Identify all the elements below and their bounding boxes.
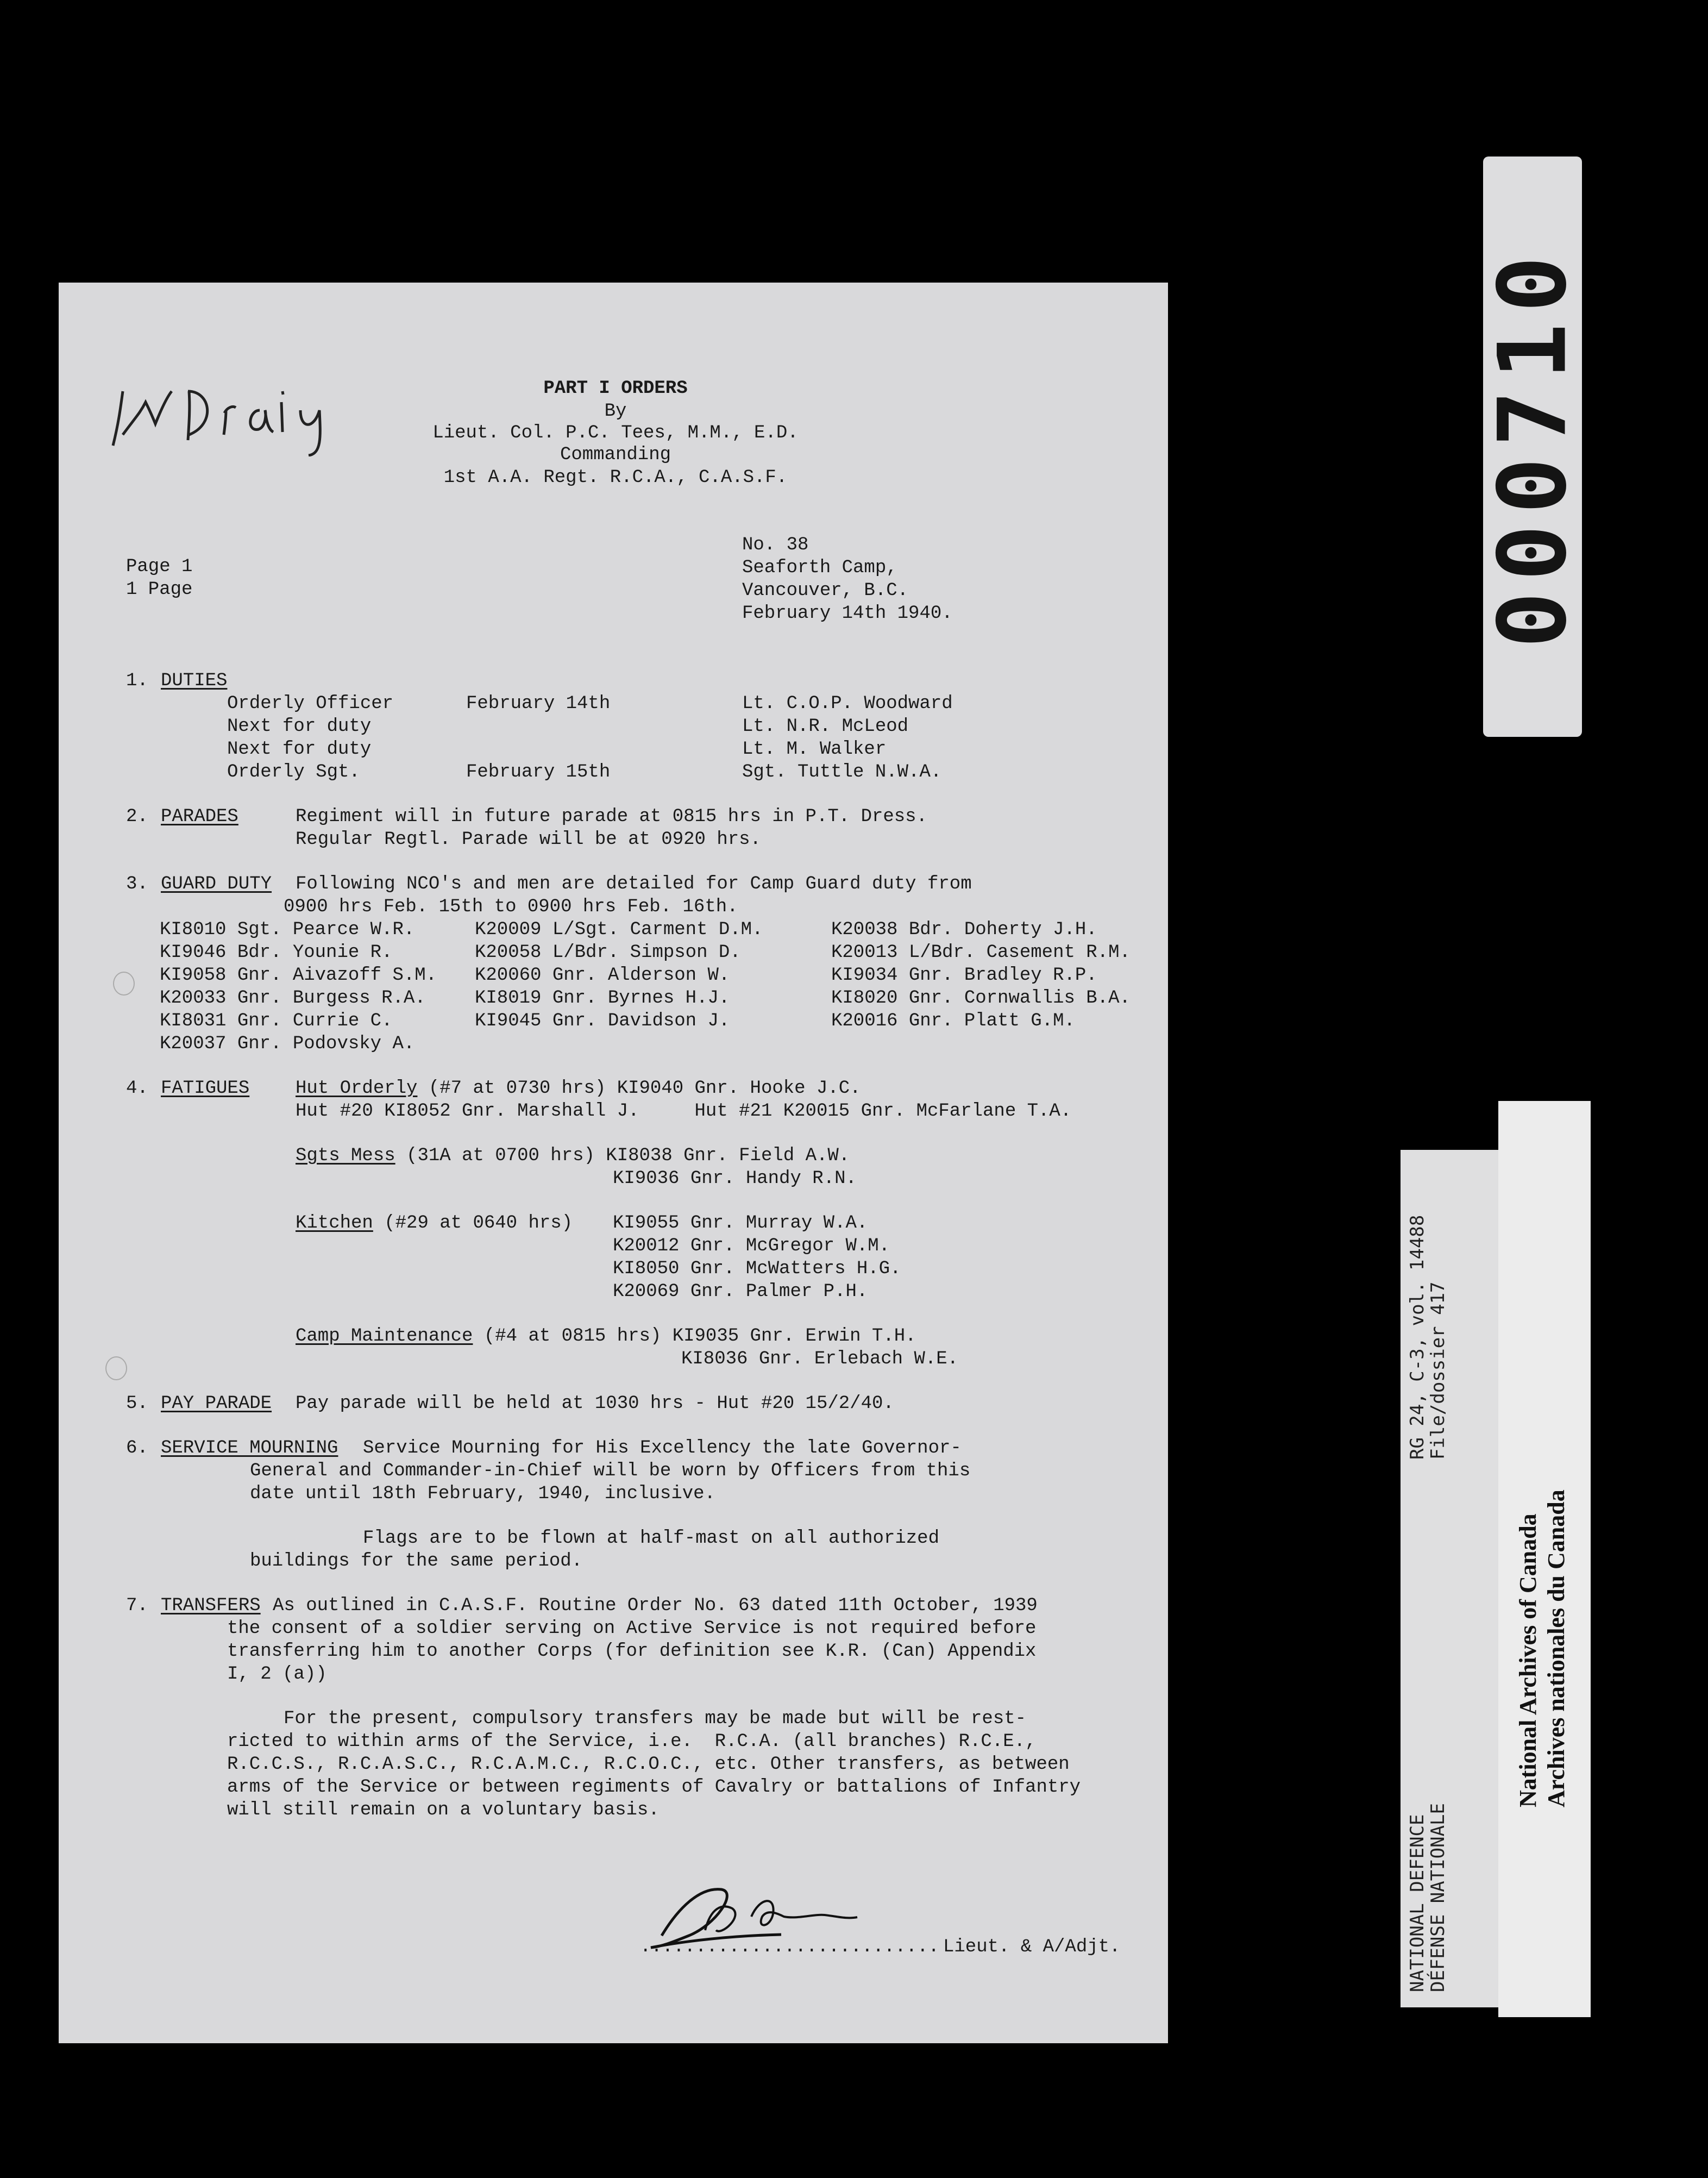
guard-list-item: KI9034 Gnr. Bradley R.P. — [831, 965, 1097, 986]
section-number: 6. — [126, 1438, 148, 1459]
page-number: Page 1 — [126, 556, 193, 577]
kitchen-list-item: KI9055 Gnr. Murray W.A. — [613, 1213, 868, 1234]
signature-title: Lieut. & A/Adjt. — [943, 1937, 1121, 1957]
order-city: Vancouver, B.C. — [742, 580, 909, 601]
guard-list-item: KI9046 Bdr. Younie R. — [160, 942, 393, 963]
duty-role: Next for duty — [227, 739, 372, 760]
kitchen-list-item: K20069 Gnr. Palmer P.H. — [613, 1281, 868, 1302]
transfers-text: R.C.C.S., R.C.A.S.C., R.C.A.M.C., R.C.O.C., etc. Other transfers, as between — [227, 1754, 1070, 1775]
department-fr: DÉFENSE NATIONALE — [1427, 1803, 1449, 1992]
fatigue-line — [296, 1144, 850, 1167]
parades-text: Regiment will in future parade at 0815 hrs in P.T. Dress. — [296, 806, 927, 827]
section-heading-duties: DUTIES — [161, 671, 228, 691]
section-number: 5. — [126, 1393, 148, 1414]
guard-list-item: K20033 Gnr. Burgess R.A. — [160, 988, 426, 1009]
transfers-text: the consent of a soldier serving on Active Service is not required before — [227, 1618, 1037, 1639]
duty-role: Orderly Officer — [227, 693, 394, 714]
guard-list-item: K20037 Gnr. Podovsky A. — [160, 1034, 415, 1054]
duty-date: February 15th — [466, 762, 611, 783]
reference-line: File/dossier 417 — [1427, 1281, 1449, 1460]
reference-label — [1401, 1150, 1503, 2007]
transfers-text: I, 2 (a)) — [227, 1664, 327, 1685]
kitchen-label: Kitchen — [296, 1213, 373, 1234]
archives-name-fr: Archives nationales du Canada — [1543, 1489, 1569, 1807]
transfers-text: As outlined in C.A.S.F. Routine Order No. 63 dated 11th October, 1939 — [273, 1595, 1038, 1616]
guard-list-item: KI9058 Gnr. Aivazoff S.M. — [160, 965, 437, 986]
guard-list-item: KI8031 Gnr. Currie C. — [160, 1011, 393, 1031]
header-unit: 1st A.A. Regt. R.C.A., C.A.S.F. — [443, 467, 788, 488]
sgts-mess-detail: (31A at 0700 hrs) KI8038 Gnr. Field A.W. — [395, 1146, 850, 1166]
kitchen-detail: (#29 at 0640 hrs) — [373, 1213, 573, 1234]
transfers-text: will still remain on a voluntary basis. — [227, 1800, 660, 1820]
archives-label — [1498, 1101, 1591, 2017]
sgts-mess-label: Sgts Mess — [296, 1146, 395, 1166]
order-date: February 14th 1940. — [742, 603, 953, 624]
header-commanding: Commanding — [560, 445, 671, 465]
section-heading-guard-duty: GUARD DUTY — [161, 874, 272, 894]
archives-name-en: National Archives of Canada — [1515, 1513, 1541, 1807]
hut-orderly-detail: (#7 at 0730 hrs) KI9040 Gnr. Hooke J.C. — [417, 1078, 861, 1099]
page-count: 1 Page — [126, 579, 193, 600]
kitchen-list-item: K20012 Gnr. McGregor W.M. — [613, 1236, 890, 1256]
transfers-text: arms of the Service or between regiments of Cavalry or battalions of Infantry — [227, 1777, 1081, 1798]
mourning-text: date until 18th February, 1940, inclusive. — [250, 1484, 715, 1504]
section-heading-transfers: TRANSFERS — [161, 1595, 261, 1616]
guard-list-item: KI9045 Gnr. Davidson J. — [475, 1011, 730, 1031]
signature-line: ........................... — [640, 1937, 939, 1957]
section-number: 7. — [126, 1595, 148, 1616]
section-heading-parades: PARADES — [161, 806, 238, 827]
camp-maintenance-detail: (#4 at 0815 hrs) KI9035 Gnr. Erwin T.H. — [473, 1326, 916, 1347]
punch-hole — [113, 972, 135, 996]
punch-hole — [105, 1356, 127, 1380]
section-heading-service-mourning: SERVICE MOURNING — [161, 1438, 338, 1459]
duty-date: February 14th — [466, 693, 611, 714]
section-number: 3. — [126, 874, 148, 894]
duty-person: Lt. N.R. McLeod — [742, 716, 909, 737]
hut-orderly-label: Hut Orderly — [296, 1078, 418, 1099]
guard-list-item: K20038 Bdr. Doherty J.H. — [831, 919, 1097, 940]
guard-text: 0900 hrs Feb. 15th to 0900 hrs Feb. 16th. — [284, 897, 738, 917]
transfers-text: transferring him to another Corps (for definition see K.R. (Can) Appendix — [227, 1641, 1037, 1662]
transfers-text: ricted to within arms of the Service, i.e. R.C.A. (all branches) R.C.E., — [227, 1731, 1037, 1752]
guard-list-item: K20013 L/Bdr. Casement R.M. — [831, 942, 1131, 963]
duty-person: Sgt. Tuttle N.W.A. — [742, 762, 942, 783]
duty-role: Next for duty — [227, 716, 372, 737]
duty-person: Lt. C.O.P. Woodward — [742, 693, 953, 714]
fatigue-line — [296, 1212, 573, 1235]
section-heading-fatigues: FATIGUES — [161, 1078, 250, 1099]
fatigue-line — [296, 1325, 916, 1348]
guard-list-item: K20016 Gnr. Platt G.M. — [831, 1011, 1075, 1031]
mourning-text: Service Mourning for His Excellency the late Governor- — [363, 1438, 962, 1459]
mourning-text: Flags are to be flown at half-mast on all authorized — [363, 1528, 939, 1549]
guard-list-item: KI8019 Gnr. Byrnes H.J. — [475, 988, 730, 1009]
section-number: 4. — [126, 1078, 148, 1099]
guard-list-item: K20060 Gnr. Alderson W. — [475, 965, 730, 986]
reference-line: RG 24, C-3, vol. 14488 — [1406, 1215, 1428, 1460]
guard-text: Following NCO's and men are detailed for Camp Guard duty from — [296, 874, 972, 894]
order-number: No. 38 — [742, 535, 809, 555]
fatigue-line — [296, 1077, 861, 1100]
fatigue-line: KI8036 Gnr. Erlebach W.E. — [681, 1349, 959, 1369]
guard-list-item: KI8020 Gnr. Cornwallis B.A. — [831, 988, 1131, 1009]
header-officer: Lieut. Col. P.C. Tees, M.M., E.D. — [432, 423, 799, 443]
duty-person: Lt. M. Walker — [742, 739, 887, 760]
department-en: NATIONAL DEFENCE — [1406, 1814, 1428, 1992]
kitchen-list-item: KI8050 Gnr. McWatters H.G. — [613, 1259, 901, 1279]
header-by: By — [604, 401, 627, 422]
guard-list-item: KI8010 Sgt. Pearce W.R. — [160, 919, 415, 940]
fatigue-line: Hut #20 KI8052 Gnr. Marshall J. Hut #21 K20015 Gnr. McFarlane T.A. — [296, 1101, 1072, 1122]
frame-number-strip — [1478, 157, 1587, 737]
section-number: 1. — [126, 671, 148, 691]
order-document — [59, 283, 1168, 2043]
pay-text: Pay parade will be held at 1030 hrs - Hut #20 15/2/40. — [296, 1393, 894, 1414]
guard-list-item: K20058 L/Bdr. Simpson D. — [475, 942, 741, 963]
camp-maintenance-label: Camp Maintenance — [296, 1326, 473, 1347]
fatigue-line: KI9036 Gnr. Handy R.N. — [613, 1168, 857, 1189]
document-title: PART I ORDERS — [543, 378, 688, 399]
parades-text: Regular Regtl. Parade will be at 0920 hrs. — [296, 829, 761, 850]
mourning-text: buildings for the same period. — [250, 1551, 583, 1572]
mourning-text: General and Commander-in-Chief will be worn by Officers from this — [250, 1461, 971, 1481]
frame-number: 000710 — [1478, 245, 1587, 648]
transfers-text: For the present, compulsory transfers may be made but will be rest- — [284, 1708, 1027, 1729]
section-heading-pay-parade: PAY PARADE — [161, 1393, 272, 1414]
duty-role: Orderly Sgt. — [227, 762, 360, 783]
guard-list-item: K20009 L/Sgt. Carment D.M. — [475, 919, 763, 940]
section-number: 2. — [126, 806, 148, 827]
order-camp: Seaforth Camp, — [742, 558, 897, 578]
